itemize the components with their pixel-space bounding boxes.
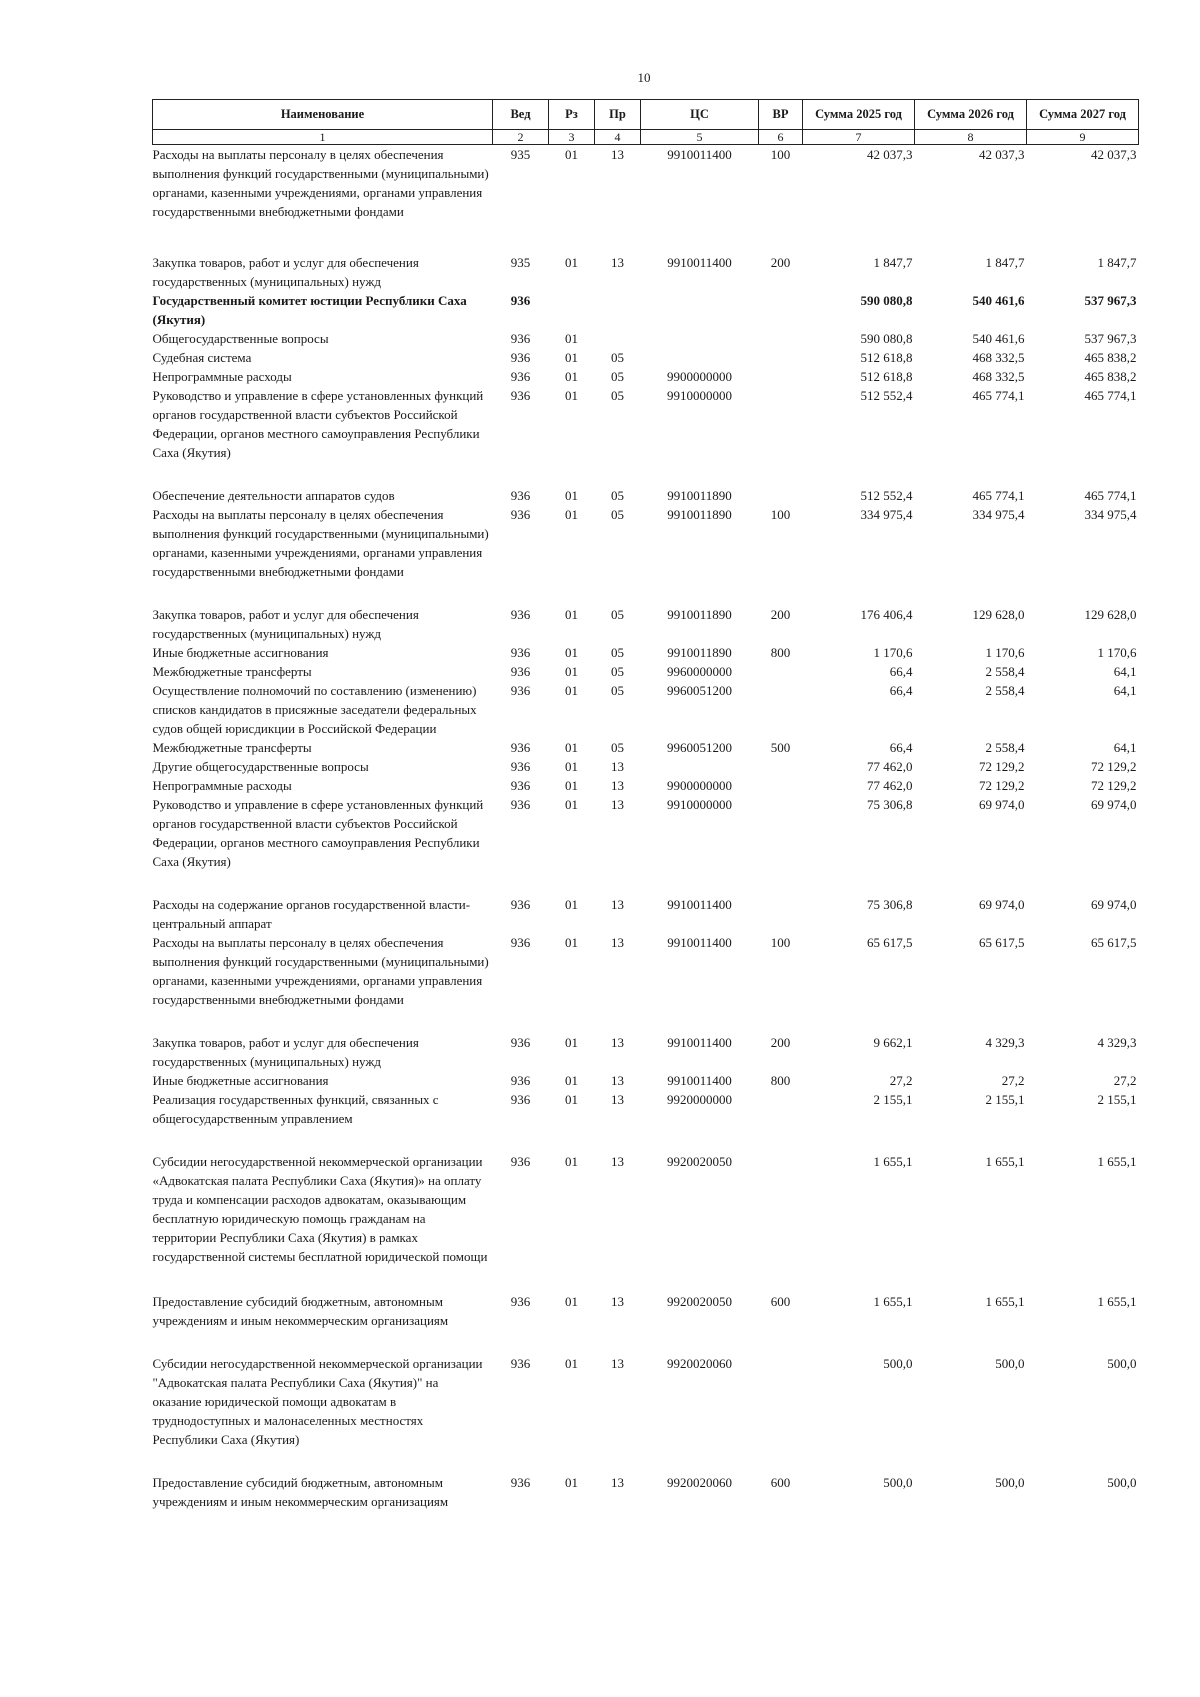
cell-rz: 01 xyxy=(565,507,578,522)
column-number-row xyxy=(153,130,1139,145)
cell-pr xyxy=(595,291,641,329)
cell-sum-2025: 77 462,0 xyxy=(867,778,913,793)
cell-rz: 01 xyxy=(565,369,578,384)
cell-sum-2025: 66,4 xyxy=(889,664,913,679)
cell-pr: 05 xyxy=(611,369,624,384)
table-row xyxy=(153,329,1139,348)
cell-ved: 936 xyxy=(510,683,531,698)
cell-cs: 9960051200 xyxy=(667,740,732,755)
cell-pr: 13 xyxy=(611,1294,624,1309)
cell-ved: 936 xyxy=(510,778,531,793)
cell-cs: 9910011400 xyxy=(667,1035,732,1050)
cell-pr: 13 xyxy=(611,1154,624,1169)
cell-vr xyxy=(759,895,803,933)
cell-cs: 9920020060 xyxy=(667,1475,732,1490)
table-row xyxy=(153,1152,1139,1292)
cell-sum-2026: 2 558,4 xyxy=(985,740,1025,755)
cell-sum-2026: 69 974,0 xyxy=(979,897,1025,912)
cell-vr xyxy=(759,757,803,776)
cell-rz: 01 xyxy=(565,759,578,774)
cell-cs: 9910011400 xyxy=(667,255,732,270)
cell-vr: 100 xyxy=(770,935,791,950)
cell-pr: 13 xyxy=(611,797,624,812)
cell-pr: 13 xyxy=(611,255,624,270)
cell-sum-2027: 27,2 xyxy=(1113,1073,1137,1088)
cell-name: Закупка товаров, работ и услуг для обеспечения государственных (муниципальных) нужд xyxy=(152,1035,419,1069)
cell-name: Обеспечение деятельности аппаратов судов xyxy=(152,488,395,503)
cell-sum-2026: 468 332,5 xyxy=(972,350,1025,365)
cell-name: Государственный комитет юстиции Республики Саха (Якутия) xyxy=(152,293,467,327)
cell-sum-2026: 4 329,3 xyxy=(985,1035,1025,1050)
cell-ved: 936 xyxy=(510,331,531,346)
cell-cs: 9920020050 xyxy=(667,1294,732,1309)
table-row xyxy=(153,486,1139,505)
column-number: 5 xyxy=(641,130,759,145)
cell-sum-2025: 65 617,5 xyxy=(867,935,913,950)
cell-vr xyxy=(759,1090,803,1152)
cell-sum-2026: 334 975,4 xyxy=(972,507,1025,522)
column-number: 9 xyxy=(1027,130,1139,145)
cell-vr xyxy=(759,291,803,329)
cell-vr xyxy=(759,1152,803,1292)
cell-name: Другие общегосударственные вопросы xyxy=(152,759,369,774)
cell-name: Межбюджетные трансферты xyxy=(152,664,312,679)
cell-name: Судебная система xyxy=(152,350,252,365)
cell-ved: 936 xyxy=(510,1356,531,1371)
cell-sum-2026: 72 129,2 xyxy=(979,778,1025,793)
cell-rz: 01 xyxy=(565,935,578,950)
cell-sum-2027: 334 975,4 xyxy=(1084,507,1137,522)
cell-name: Расходы на выплаты персоналу в целях обеспечения выполнения функций государственными (муниципальными) органами, казенными учреждениями, органами управления государственными внебюджетными фондами xyxy=(152,147,489,219)
cell-cs: 9910011400 xyxy=(667,935,732,950)
cell-cs: 9910011400 xyxy=(667,897,732,912)
cell-sum-2026: 27,2 xyxy=(1001,1073,1025,1088)
cell-pr: 05 xyxy=(611,664,624,679)
cell-rz xyxy=(549,291,595,329)
cell-sum-2026: 500,0 xyxy=(995,1356,1025,1371)
cell-vr xyxy=(759,776,803,795)
cell-sum-2026: 540 461,6 xyxy=(972,293,1025,308)
cell-sum-2025: 512 552,4 xyxy=(860,388,913,403)
cell-rz: 01 xyxy=(565,147,578,162)
header-sum-2026: Сумма 2026 год xyxy=(915,100,1027,130)
cell-cs: 9920020050 xyxy=(667,1154,732,1169)
cell-pr: 13 xyxy=(611,935,624,950)
cell-vr xyxy=(759,386,803,486)
cell-cs: 9920000000 xyxy=(667,1092,732,1107)
cell-name: Расходы на выплаты персоналу в целях обеспечения выполнения функций государственными (муниципальными) органами, казенными учреждениями, органами управления государственными внебюджетными фондами xyxy=(152,935,489,1007)
cell-sum-2025: 590 080,8 xyxy=(860,293,913,308)
cell-rz: 01 xyxy=(565,1092,578,1107)
cell-sum-2026: 2 558,4 xyxy=(985,664,1025,679)
column-number: 7 xyxy=(803,130,915,145)
cell-ved: 936 xyxy=(510,350,531,365)
cell-sum-2027: 69 974,0 xyxy=(1091,797,1137,812)
cell-sum-2026: 465 774,1 xyxy=(972,388,1025,403)
cell-sum-2025: 75 306,8 xyxy=(867,797,913,812)
table-row xyxy=(153,505,1139,605)
cell-sum-2025: 27,2 xyxy=(889,1073,913,1088)
cell-cs: 9920020060 xyxy=(667,1356,732,1371)
cell-sum-2025: 1 170,6 xyxy=(873,645,913,660)
cell-rz: 01 xyxy=(565,664,578,679)
cell-sum-2027: 129 628,0 xyxy=(1084,607,1137,622)
cell-sum-2025: 77 462,0 xyxy=(867,759,913,774)
cell-vr: 100 xyxy=(770,147,791,162)
cell-ved: 936 xyxy=(510,759,531,774)
cell-sum-2027: 65 617,5 xyxy=(1091,935,1137,950)
header-rz: Рз xyxy=(549,100,595,130)
column-number: 4 xyxy=(595,130,641,145)
cell-sum-2027: 1 655,1 xyxy=(1097,1294,1137,1309)
cell-name: Осуществление полномочий по составлению (изменению) списков кандидатов в присяжные заседатели федеральных судов общей юрисдикции в Российской Федерации xyxy=(152,683,477,736)
cell-sum-2026: 540 461,6 xyxy=(972,331,1025,346)
cell-sum-2027: 1 170,6 xyxy=(1097,645,1137,660)
cell-sum-2025: 500,0 xyxy=(883,1475,913,1490)
cell-sum-2027: 500,0 xyxy=(1107,1356,1137,1371)
cell-cs: 9910011400 xyxy=(667,1073,732,1088)
table-row xyxy=(153,145,1139,254)
cell-sum-2025: 75 306,8 xyxy=(867,897,913,912)
cell-sum-2025: 1 847,7 xyxy=(873,255,913,270)
cell-vr: 200 xyxy=(770,1035,791,1050)
cell-ved: 936 xyxy=(510,388,531,403)
cell-rz: 01 xyxy=(565,350,578,365)
cell-vr xyxy=(759,681,803,738)
cell-rz: 01 xyxy=(565,645,578,660)
cell-vr: 200 xyxy=(770,255,791,270)
table-row xyxy=(153,681,1139,738)
cell-ved: 936 xyxy=(510,1092,531,1107)
cell-sum-2025: 9 662,1 xyxy=(873,1035,913,1050)
cell-name: Непрограммные расходы xyxy=(152,778,292,793)
cell-sum-2026: 42 037,3 xyxy=(979,147,1025,162)
table-row xyxy=(153,1292,1139,1354)
cell-cs: 9910011400 xyxy=(667,147,732,162)
cell-name: Реализация государственных функций, связанных с общегосударственным управлением xyxy=(152,1092,439,1126)
cell-ved: 935 xyxy=(510,147,531,162)
cell-ved: 936 xyxy=(510,797,531,812)
cell-name: Закупка товаров, работ и услуг для обеспечения государственных (муниципальных) нужд xyxy=(152,607,419,641)
cell-sum-2025: 334 975,4 xyxy=(860,507,913,522)
header-ved: Вед xyxy=(493,100,549,130)
cell-cs xyxy=(641,329,759,348)
cell-ved: 936 xyxy=(510,507,531,522)
cell-name: Предоставление субсидий бюджетным, автономным учреждениям и иным некоммерческим организациям xyxy=(152,1294,449,1328)
cell-cs: 9910011890 xyxy=(667,488,732,503)
cell-vr xyxy=(759,348,803,367)
cell-name: Межбюджетные трансферты xyxy=(152,740,312,755)
cell-sum-2026: 1 655,1 xyxy=(985,1154,1025,1169)
cell-vr: 800 xyxy=(770,645,791,660)
cell-ved: 936 xyxy=(510,740,531,755)
cell-ved: 936 xyxy=(510,488,531,503)
cell-sum-2026: 129 628,0 xyxy=(972,607,1025,622)
column-number: 6 xyxy=(759,130,803,145)
cell-name: Расходы на содержание органов государственной власти- центральный аппарат xyxy=(152,897,471,931)
cell-vr xyxy=(759,1354,803,1473)
table-row xyxy=(153,605,1139,643)
cell-sum-2025: 512 618,8 xyxy=(860,350,913,365)
cell-sum-2027: 537 967,3 xyxy=(1084,331,1137,346)
cell-sum-2026: 2 155,1 xyxy=(985,1092,1025,1107)
cell-name: Закупка товаров, работ и услуг для обеспечения государственных (муниципальных) нужд xyxy=(152,255,419,289)
cell-rz: 01 xyxy=(565,897,578,912)
cell-ved: 936 xyxy=(510,1154,531,1169)
cell-sum-2025: 66,4 xyxy=(889,683,913,698)
table-row xyxy=(153,776,1139,795)
cell-sum-2027: 465 774,1 xyxy=(1084,388,1137,403)
cell-pr: 13 xyxy=(611,1092,624,1107)
cell-sum-2027: 69 974,0 xyxy=(1091,897,1137,912)
cell-ved: 936 xyxy=(510,1294,531,1309)
cell-ved: 936 xyxy=(510,607,531,622)
cell-vr xyxy=(759,329,803,348)
cell-name: Общегосударственные вопросы xyxy=(152,331,329,346)
cell-pr: 05 xyxy=(611,645,624,660)
cell-sum-2027: 465 774,1 xyxy=(1084,488,1137,503)
cell-vr: 500 xyxy=(770,740,791,755)
cell-rz: 01 xyxy=(565,1154,578,1169)
cell-ved: 936 xyxy=(510,369,531,384)
column-number: 8 xyxy=(915,130,1027,145)
cell-cs: 9900000000 xyxy=(667,369,732,384)
cell-ved: 936 xyxy=(510,645,531,660)
cell-cs: 9910000000 xyxy=(667,797,732,812)
cell-cs: 9910011890 xyxy=(667,607,732,622)
cell-sum-2027: 42 037,3 xyxy=(1091,147,1137,162)
table-row xyxy=(153,386,1139,486)
cell-vr xyxy=(759,662,803,681)
cell-sum-2026: 1 847,7 xyxy=(985,255,1025,270)
cell-vr xyxy=(759,367,803,386)
cell-name: Непрограммные расходы xyxy=(152,369,292,384)
budget-table xyxy=(152,99,1139,1511)
cell-rz: 01 xyxy=(565,388,578,403)
cell-sum-2025: 512 552,4 xyxy=(860,488,913,503)
cell-cs: 9960051200 xyxy=(667,683,732,698)
table-row xyxy=(153,1354,1139,1473)
cell-name: Руководство и управление в сфере установленных функций органов государственной власти субъектов Российской Федерации, органов местного самоуправления Республики Саха (Якутия) xyxy=(152,388,484,460)
column-number: 2 xyxy=(493,130,549,145)
cell-sum-2027: 4 329,3 xyxy=(1097,1035,1137,1050)
cell-rz: 01 xyxy=(565,1475,578,1490)
header-name: Наименование xyxy=(153,100,493,130)
cell-ved: 936 xyxy=(510,935,531,950)
header-vr: ВР xyxy=(759,100,803,130)
cell-sum-2025: 2 155,1 xyxy=(873,1092,913,1107)
cell-sum-2025: 500,0 xyxy=(883,1356,913,1371)
cell-vr: 600 xyxy=(770,1475,791,1490)
cell-ved: 936 xyxy=(510,897,531,912)
header-sum-2025: Сумма 2025 год xyxy=(803,100,915,130)
cell-rz: 01 xyxy=(565,255,578,270)
cell-pr: 13 xyxy=(611,1475,624,1490)
cell-ved: 936 xyxy=(510,664,531,679)
header-sum-2027: Сумма 2027 год xyxy=(1027,100,1139,130)
cell-pr: 13 xyxy=(611,1073,624,1088)
cell-sum-2025: 42 037,3 xyxy=(867,147,913,162)
cell-cs xyxy=(641,757,759,776)
header-pr: Пр xyxy=(595,100,641,130)
cell-pr: 13 xyxy=(611,759,624,774)
cell-vr xyxy=(759,795,803,895)
column-number: 1 xyxy=(153,130,493,145)
cell-sum-2027: 64,1 xyxy=(1113,664,1137,679)
cell-sum-2027: 1 847,7 xyxy=(1097,255,1137,270)
cell-rz: 01 xyxy=(565,740,578,755)
cell-name: Расходы на выплаты персоналу в целях обеспечения выполнения функций государственными (муниципальными) органами, казенными учреждениями, органами управления государственными внебюджетными фондами xyxy=(152,507,489,579)
cell-name: Субсидии негосударственной некоммерческой организации «Адвокатская палата Республики Саха (Якутия)» на оплату труда и компенсации расходов адвокатам, оказывающим бесплатную юридическую помощь гражданам на территории Республики Саха (Якутия) в рамках государственной системы бесплатной юридической помощи xyxy=(152,1154,488,1264)
cell-rz: 01 xyxy=(565,1294,578,1309)
cell-rz: 01 xyxy=(565,797,578,812)
table-row xyxy=(153,291,1139,329)
cell-name: Руководство и управление в сфере установленных функций органов государственной власти субъектов Российской Федерации, органов местного самоуправления Республики Саха (Якутия) xyxy=(152,797,484,869)
table-row xyxy=(153,643,1139,662)
table-row xyxy=(153,738,1139,757)
cell-rz: 01 xyxy=(565,1035,578,1050)
table-row xyxy=(153,253,1139,291)
cell-pr: 05 xyxy=(611,350,624,365)
cell-pr: 05 xyxy=(611,488,624,503)
table-row xyxy=(153,1033,1139,1071)
cell-vr: 800 xyxy=(770,1073,791,1088)
cell-name: Субсидии негосударственной некоммерческой организации "Адвокатская палата Республики Саха (Якутия)" на оказание юридической помощи адвокатам в труднодоступных и малонаселенных местностях Республики Саха (Якутия) xyxy=(152,1356,483,1447)
table-row xyxy=(153,795,1139,895)
cell-ved: 936 xyxy=(510,1073,531,1088)
cell-sum-2026: 1 170,6 xyxy=(985,645,1025,660)
cell-sum-2027: 465 838,2 xyxy=(1084,369,1137,384)
cell-sum-2026: 65 617,5 xyxy=(979,935,1025,950)
cell-vr: 600 xyxy=(770,1294,791,1309)
cell-cs: 9910000000 xyxy=(667,388,732,403)
cell-cs: 9910011890 xyxy=(667,507,732,522)
cell-cs xyxy=(641,348,759,367)
cell-sum-2026: 2 558,4 xyxy=(985,683,1025,698)
table-row xyxy=(153,895,1139,933)
cell-pr: 13 xyxy=(611,1035,624,1050)
cell-sum-2025: 1 655,1 xyxy=(873,1294,913,1309)
table-row xyxy=(153,757,1139,776)
cell-name: Иные бюджетные ассигнования xyxy=(152,1073,329,1088)
cell-pr xyxy=(595,329,641,348)
cell-rz: 01 xyxy=(565,1356,578,1371)
cell-sum-2026: 500,0 xyxy=(995,1475,1025,1490)
cell-sum-2025: 512 618,8 xyxy=(860,369,913,384)
cell-sum-2027: 537 967,3 xyxy=(1084,293,1137,308)
page-number: 10 xyxy=(637,70,651,85)
cell-rz: 01 xyxy=(565,488,578,503)
header-row xyxy=(153,100,1139,130)
cell-sum-2026: 69 974,0 xyxy=(979,797,1025,812)
table-row xyxy=(153,1473,1139,1511)
cell-sum-2027: 2 155,1 xyxy=(1097,1092,1137,1107)
cell-sum-2025: 66,4 xyxy=(889,740,913,755)
cell-sum-2025: 1 655,1 xyxy=(873,1154,913,1169)
cell-rz: 01 xyxy=(565,331,578,346)
cell-ved: 935 xyxy=(510,255,531,270)
column-number: 3 xyxy=(549,130,595,145)
cell-sum-2026: 72 129,2 xyxy=(979,759,1025,774)
cell-pr: 05 xyxy=(611,683,624,698)
table-row xyxy=(153,933,1139,1033)
cell-sum-2026: 465 774,1 xyxy=(972,488,1025,503)
cell-vr: 200 xyxy=(770,607,791,622)
table-row xyxy=(153,1071,1139,1090)
cell-cs: 9910011890 xyxy=(667,645,732,660)
cell-sum-2027: 500,0 xyxy=(1107,1475,1137,1490)
cell-cs xyxy=(641,291,759,329)
cell-pr: 13 xyxy=(611,147,624,162)
cell-sum-2025: 590 080,8 xyxy=(860,331,913,346)
cell-ved: 936 xyxy=(510,293,531,308)
table-row xyxy=(153,348,1139,367)
cell-sum-2027: 72 129,2 xyxy=(1091,778,1137,793)
cell-name: Иные бюджетные ассигнования xyxy=(152,645,329,660)
cell-sum-2026: 1 655,1 xyxy=(985,1294,1025,1309)
cell-sum-2026: 468 332,5 xyxy=(972,369,1025,384)
header-cs: ЦС xyxy=(641,100,759,130)
cell-pr: 13 xyxy=(611,897,624,912)
cell-pr: 13 xyxy=(611,1356,624,1371)
table-row xyxy=(153,367,1139,386)
cell-rz: 01 xyxy=(565,607,578,622)
cell-sum-2027: 72 129,2 xyxy=(1091,759,1137,774)
cell-pr: 05 xyxy=(611,507,624,522)
cell-vr: 100 xyxy=(770,507,791,522)
cell-vr xyxy=(759,486,803,505)
cell-pr: 05 xyxy=(611,607,624,622)
cell-pr: 05 xyxy=(611,740,624,755)
cell-rz: 01 xyxy=(565,1073,578,1088)
cell-sum-2027: 465 838,2 xyxy=(1084,350,1137,365)
cell-cs: 9960000000 xyxy=(667,664,732,679)
table-row xyxy=(153,1090,1139,1152)
cell-pr: 05 xyxy=(611,388,624,403)
cell-sum-2027: 1 655,1 xyxy=(1097,1154,1137,1169)
cell-sum-2027: 64,1 xyxy=(1113,740,1137,755)
cell-name: Предоставление субсидий бюджетным, автономным учреждениям и иным некоммерческим организациям xyxy=(152,1475,449,1509)
cell-cs: 9900000000 xyxy=(667,778,732,793)
table-row xyxy=(153,662,1139,681)
cell-rz: 01 xyxy=(565,778,578,793)
cell-sum-2025: 176 406,4 xyxy=(860,607,913,622)
cell-pr: 13 xyxy=(611,778,624,793)
table-body xyxy=(153,145,1139,1512)
cell-rz: 01 xyxy=(565,683,578,698)
cell-ved: 936 xyxy=(510,1035,531,1050)
cell-sum-2027: 64,1 xyxy=(1113,683,1137,698)
cell-ved: 936 xyxy=(510,1475,531,1490)
